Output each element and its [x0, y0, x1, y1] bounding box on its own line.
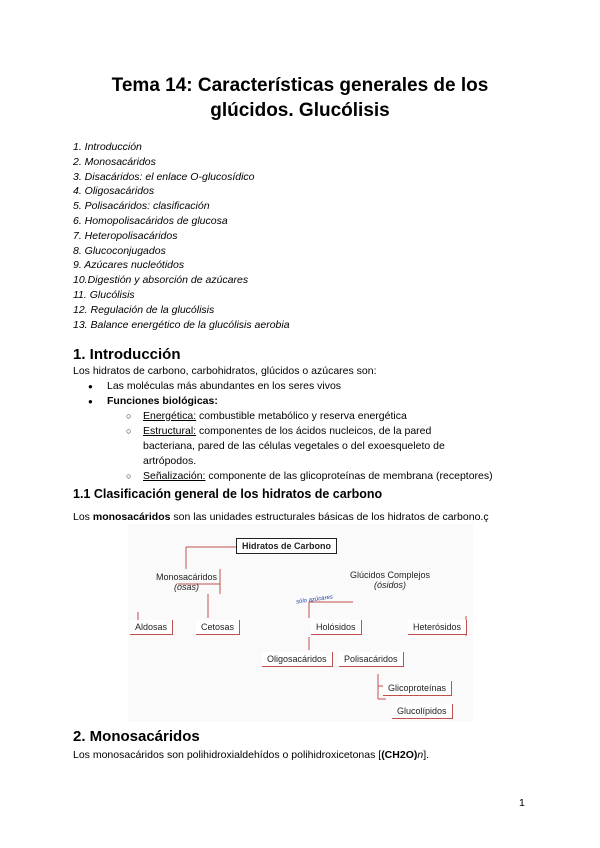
term-text: componentes de los ácidos nucleicos, de la pared bacteriana, pared de las células vegetales o del exoesqueleto de artrópodos.	[143, 425, 445, 467]
intro-paragraph: Los hidratos de carbono, carbohidratos, glúcidos o azúcares son:	[73, 365, 377, 377]
section-heading-monosacaridos: 2. Monosacáridos	[73, 728, 200, 745]
toc-item: 8. Glucoconjugados	[73, 244, 166, 257]
toc-item: 4. Oligosacáridos	[73, 185, 155, 198]
toc-item: 10.Digestión y absorción de azúcares	[73, 274, 249, 287]
node-aldosas: Aldosas	[130, 620, 173, 635]
node-oligosacaridos: Oligosacáridos	[262, 652, 333, 667]
toc-item: 9. Azúcares nucleótidos	[73, 259, 185, 272]
term-text: combustible metabólico y reserva energética	[196, 410, 407, 422]
handwritten-note: sólo azúcares	[295, 594, 334, 606]
node-hidratos-de-carbono: Hidratos de Carbono	[236, 538, 337, 554]
toc-item: 13. Balance energético de la glucólisis aerobia	[73, 318, 290, 331]
toc-item: 12. Regulación de la glucólisis	[73, 303, 215, 316]
toc-item: 5. Polisacáridos: clasificación	[73, 200, 210, 213]
node-heterosidos: Heterósidos	[408, 620, 467, 635]
classification-diagram	[128, 524, 473, 722]
node-monosacaridos: Monosacáridos (osas)	[156, 572, 218, 592]
section-heading-introduccion: 1. Introducción	[73, 346, 181, 363]
monosacaridos-paragraph: Los monosacáridos son polihidroxialdehídos o polihidroxicetonas [(CH2O)n].	[73, 749, 430, 761]
node-cetosas: Cetosas	[196, 620, 240, 635]
clasificacion-paragraph: Los monosacáridos son las unidades estructurales básicas de los hidratos de carbono.ç	[73, 511, 489, 523]
toc-item: 3. Disacáridos: el enlace O-glucosídico	[73, 170, 255, 183]
table-of-contents	[73, 140, 290, 332]
sub-bullet-list	[124, 409, 493, 484]
toc-item: 7. Heteropolisacáridos	[73, 229, 178, 242]
bullet-item: ● Funciones biológicas:	[88, 394, 493, 409]
node-polisacaridos: Polisacáridos	[339, 652, 404, 667]
toc-item: 6. Homopolisacáridos de glucosa	[73, 214, 228, 227]
section-heading-clasificacion: 1.1 Clasificación general de los hidratos de carbono	[73, 487, 383, 501]
term-text: componente de las glicoproteínas de membrana (receptores)	[205, 470, 493, 482]
toc-item: 1. Introducción	[73, 141, 142, 153]
bullet-item: ● Las moléculas más abundantes en los seres vivos	[88, 379, 493, 394]
node-glucolipidos: Glucolípidos	[392, 704, 453, 719]
term-senalizacion: Señalización:	[143, 470, 206, 482]
page-title: Tema 14: Características generales de los glúcidos. Glucólisis	[111, 75, 489, 121]
node-glicoproteinas: Glicoproteínas	[383, 681, 452, 696]
node-glucidos-complejos: Glúcidos Complejos (ósidos)	[350, 570, 431, 590]
toc-item: 11. Glucólisis	[73, 288, 135, 301]
node-holosidos: Holósidos	[311, 620, 362, 635]
sub-bullet-item	[124, 409, 493, 424]
sub-bullet-item	[124, 469, 493, 484]
sub-bullet-item	[124, 424, 483, 469]
term-estructural: Estructural:	[143, 425, 197, 437]
bullet-list	[88, 379, 493, 484]
toc-item: 2. Monosacáridos	[73, 155, 156, 168]
page-number: 1	[519, 797, 525, 809]
term-energetica: Energética:	[143, 410, 197, 422]
